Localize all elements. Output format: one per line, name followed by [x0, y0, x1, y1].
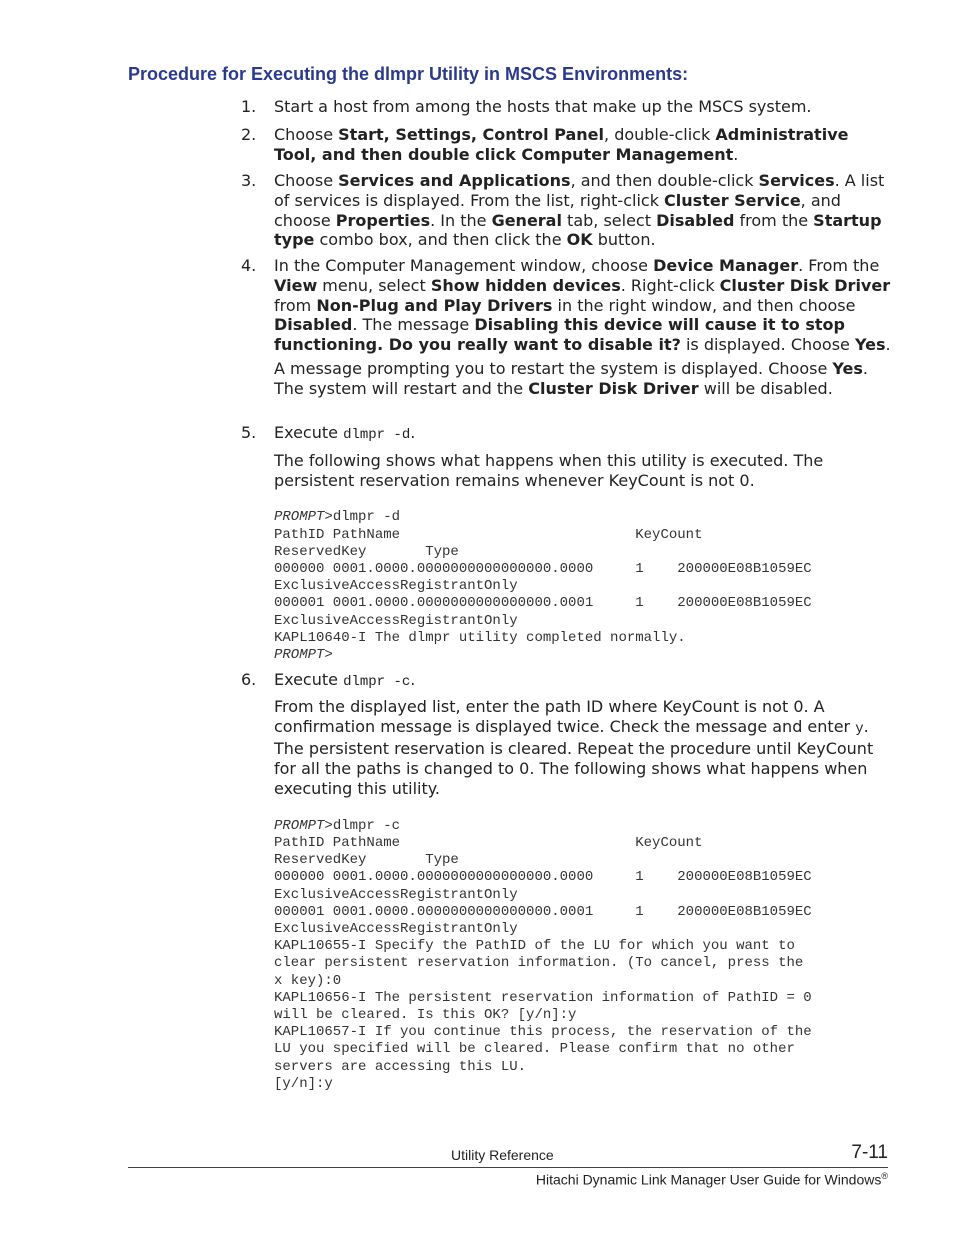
- code-text: ExclusiveAccessRegistrantOnly: [274, 886, 518, 903]
- text-run: is displayed. Choose: [680, 335, 855, 355]
- code-line: [274, 578, 891, 595]
- code-line: [274, 869, 891, 886]
- bold-term: Properties: [335, 210, 431, 230]
- text-run: .: [410, 423, 416, 442]
- text-run: , double-click: [604, 125, 716, 144]
- code-line: [274, 647, 891, 664]
- step-text-note: [274, 451, 891, 491]
- bold-term: Disabling this device will cause it to stop functioning. Do you really want to disable it?: [274, 315, 845, 355]
- prompt-placeholder: PROMPT: [274, 817, 325, 834]
- text-run: Choose: [274, 125, 339, 144]
- footer-divider: [128, 1167, 888, 1168]
- step-number: 3.: [241, 171, 257, 190]
- inline-code: y: [855, 720, 864, 737]
- code-line: [274, 561, 891, 578]
- inline-code: dlmpr -d: [343, 427, 411, 443]
- bold-term: Startup type: [274, 210, 882, 250]
- code-line: [274, 595, 891, 612]
- code-line: [274, 973, 891, 990]
- text-run: , and choose: [274, 190, 841, 230]
- code-line: [274, 527, 891, 544]
- step-number: 2.: [241, 125, 257, 144]
- text-run: combo box, and then click the: [314, 230, 567, 250]
- code-text: x key):0: [274, 972, 342, 989]
- text-run: Execute: [274, 670, 344, 689]
- code-text: ExclusiveAccessRegistrantOnly: [274, 921, 518, 937]
- step-number: 1.: [241, 97, 257, 116]
- bold-term: OK: [566, 230, 593, 250]
- footer-book-title: [536, 1171, 888, 1188]
- step-text-note: [274, 359, 891, 399]
- code-line: [274, 509, 891, 526]
- step-number: 6.: [241, 670, 257, 689]
- step-text: [274, 256, 891, 355]
- bold-term: General: [491, 210, 562, 230]
- code-text: ExclusiveAccessRegistrantOnly: [274, 578, 518, 595]
- inline-code: dlmpr -c: [343, 674, 411, 690]
- code-line: [274, 1076, 891, 1093]
- prompt-placeholder: PROMPT: [274, 509, 325, 526]
- code-text: 000000 0001.0000.0000000000000000.0000 1 200000E08B1059EC: [274, 869, 812, 886]
- bold-term: Show hidden devices: [430, 275, 621, 295]
- bold-term: Start, Settings, Control Panel: [338, 125, 605, 144]
- bold-term: Services: [758, 171, 835, 190]
- text-run: will be disabled.: [698, 378, 833, 398]
- page-number: 7-11: [851, 1142, 888, 1163]
- code-line: [274, 613, 891, 630]
- bold-term: Device Manager: [653, 256, 799, 275]
- registered-mark: ®: [881, 1171, 888, 1181]
- code-text: KAPL10640-I The dlmpr utility completed normally.: [274, 629, 686, 646]
- code-text: >dlmpr -d: [324, 509, 401, 526]
- code-text: ExclusiveAccessRegistrantOnly: [274, 612, 518, 629]
- footer-section-title: Utility Reference: [451, 1147, 554, 1163]
- code-text: will be cleared. Is this OK? [y/n]:y: [274, 1007, 577, 1024]
- text-run: Execute: [274, 423, 344, 442]
- step-3: [241, 171, 891, 250]
- code-text: PathID PathName KeyCount: [274, 834, 703, 851]
- text-run: menu, select: [317, 275, 431, 295]
- code-text: 000001 0001.0000.0000000000000000.0001 1 200000E08B1059EC: [274, 595, 812, 612]
- text-run: The following shows what happens when this utility is executed. The persistent reservation remains whenever KeyCount is not 0.: [274, 450, 824, 490]
- text-run: in the right window, and then choose: [552, 295, 856, 315]
- code-text: servers are accessing this LU.: [274, 1058, 527, 1075]
- bold-term: View: [274, 275, 318, 295]
- text-run: . A list of services is displayed. From the list, right-click: [274, 171, 885, 210]
- code-line: [274, 852, 891, 869]
- code-text: KAPL10657-I If you continue this process, the reservation of the: [274, 1024, 812, 1041]
- bold-term: Administrative Tool, and then double click Computer Management: [274, 125, 849, 164]
- code-line: [274, 955, 891, 972]
- bold-term: Disabled: [656, 210, 735, 230]
- text-run: Start a host from among the hosts that make up the MSCS system.: [274, 97, 812, 116]
- code-line: [274, 887, 891, 904]
- step-text: [274, 97, 812, 117]
- bold-term: Disabled: [274, 315, 353, 335]
- bold-term: Cluster Disk Driver: [719, 275, 891, 295]
- step-6: [241, 670, 891, 1093]
- text-run: button.: [592, 230, 656, 250]
- bold-term: Cluster Disk Driver: [528, 378, 699, 398]
- step-1: [241, 97, 812, 117]
- text-run: .: [885, 335, 891, 355]
- text-run: from the: [734, 210, 814, 230]
- section-heading: Procedure for Executing the dlmpr Utility in MSCS Environments:: [128, 64, 689, 84]
- text-run: , and then double-click: [570, 171, 759, 190]
- step-text: [274, 423, 891, 446]
- code-line: [274, 904, 891, 921]
- code-line: [274, 544, 891, 561]
- book-title-text: Hitachi Dynamic Link Manager User Guide for Windows: [535, 1171, 882, 1188]
- prompt-placeholder: PROMPT: [274, 647, 325, 664]
- code-text: >dlmpr -c: [324, 817, 401, 834]
- code-text: 000000 0001.0000.0000000000000000.0000 1 200000E08B1059EC: [274, 561, 812, 577]
- code-line: [274, 921, 891, 938]
- text-run: tab, select: [561, 210, 657, 230]
- text-run: from: [274, 295, 317, 315]
- bold-term: Yes: [832, 358, 863, 378]
- text-run: . Right-click: [620, 275, 720, 295]
- step-text-note: [274, 697, 891, 799]
- text-run: A message prompting you to restart the system is displayed. Choose: [274, 358, 833, 378]
- code-line: [274, 1007, 891, 1024]
- step-2: [241, 125, 891, 165]
- code-line: [274, 938, 891, 955]
- text-run: .: [733, 144, 739, 164]
- code-text: ReservedKey Type: [274, 543, 459, 560]
- code-line: [274, 818, 891, 835]
- code-line: [274, 990, 891, 1007]
- code-text: [y/n]:y: [274, 1075, 333, 1092]
- code-text: ReservedKey Type: [274, 852, 459, 869]
- code-text: >: [324, 647, 333, 664]
- text-run: In the Computer Management window, choose: [274, 256, 654, 275]
- code-text: KAPL10656-I The persistent reservation information of PathID = 0: [274, 989, 812, 1006]
- code-text: KAPL10655-I Specify the PathID of the LU for which you want to: [274, 938, 795, 955]
- step-number: 4.: [241, 256, 257, 275]
- step-text: [274, 171, 891, 250]
- text-run: . From the: [798, 256, 880, 275]
- command-output: [274, 818, 891, 1093]
- step-text: [274, 670, 891, 693]
- bold-term: Non-Plug and Play Drivers: [316, 295, 553, 315]
- code-text: clear persistent reservation information. (To cancel, press the: [274, 955, 804, 972]
- text-run: . The system will restart and the: [274, 358, 868, 398]
- code-line: [274, 630, 891, 647]
- code-line: [274, 1024, 891, 1041]
- text-run: . In the: [430, 210, 492, 230]
- text-run: . The persistent reservation is cleared. Repeat the procedure until KeyCount for all the paths is changed to 0. The following shows what happens when executing this utility.: [274, 716, 874, 798]
- text-run: Choose: [274, 171, 339, 190]
- text-run: . The message: [352, 315, 475, 335]
- bold-term: Cluster Service: [664, 190, 801, 210]
- code-text: 000001 0001.0000.0000000000000000.0001 1 200000E08B1059EC: [274, 903, 812, 920]
- text-run: From the displayed list, enter the path ID where KeyCount is not 0. A confirmation message is displayed twice. Check the message and enter: [274, 696, 856, 736]
- code-line: [274, 1041, 891, 1058]
- text-run: .: [410, 670, 416, 689]
- bold-term: Services and Applications: [338, 171, 571, 190]
- step-text: [274, 125, 891, 165]
- step-number: 5.: [241, 423, 257, 442]
- code-text: PathID PathName KeyCount: [274, 526, 703, 543]
- command-output: [274, 509, 891, 664]
- step-4: [241, 256, 891, 399]
- code-line: [274, 1059, 891, 1076]
- bold-term: Yes: [854, 335, 886, 355]
- code-text: LU you specified will be cleared. Please confirm that no other: [274, 1041, 795, 1058]
- step-5: [241, 423, 891, 664]
- code-line: [274, 835, 891, 852]
